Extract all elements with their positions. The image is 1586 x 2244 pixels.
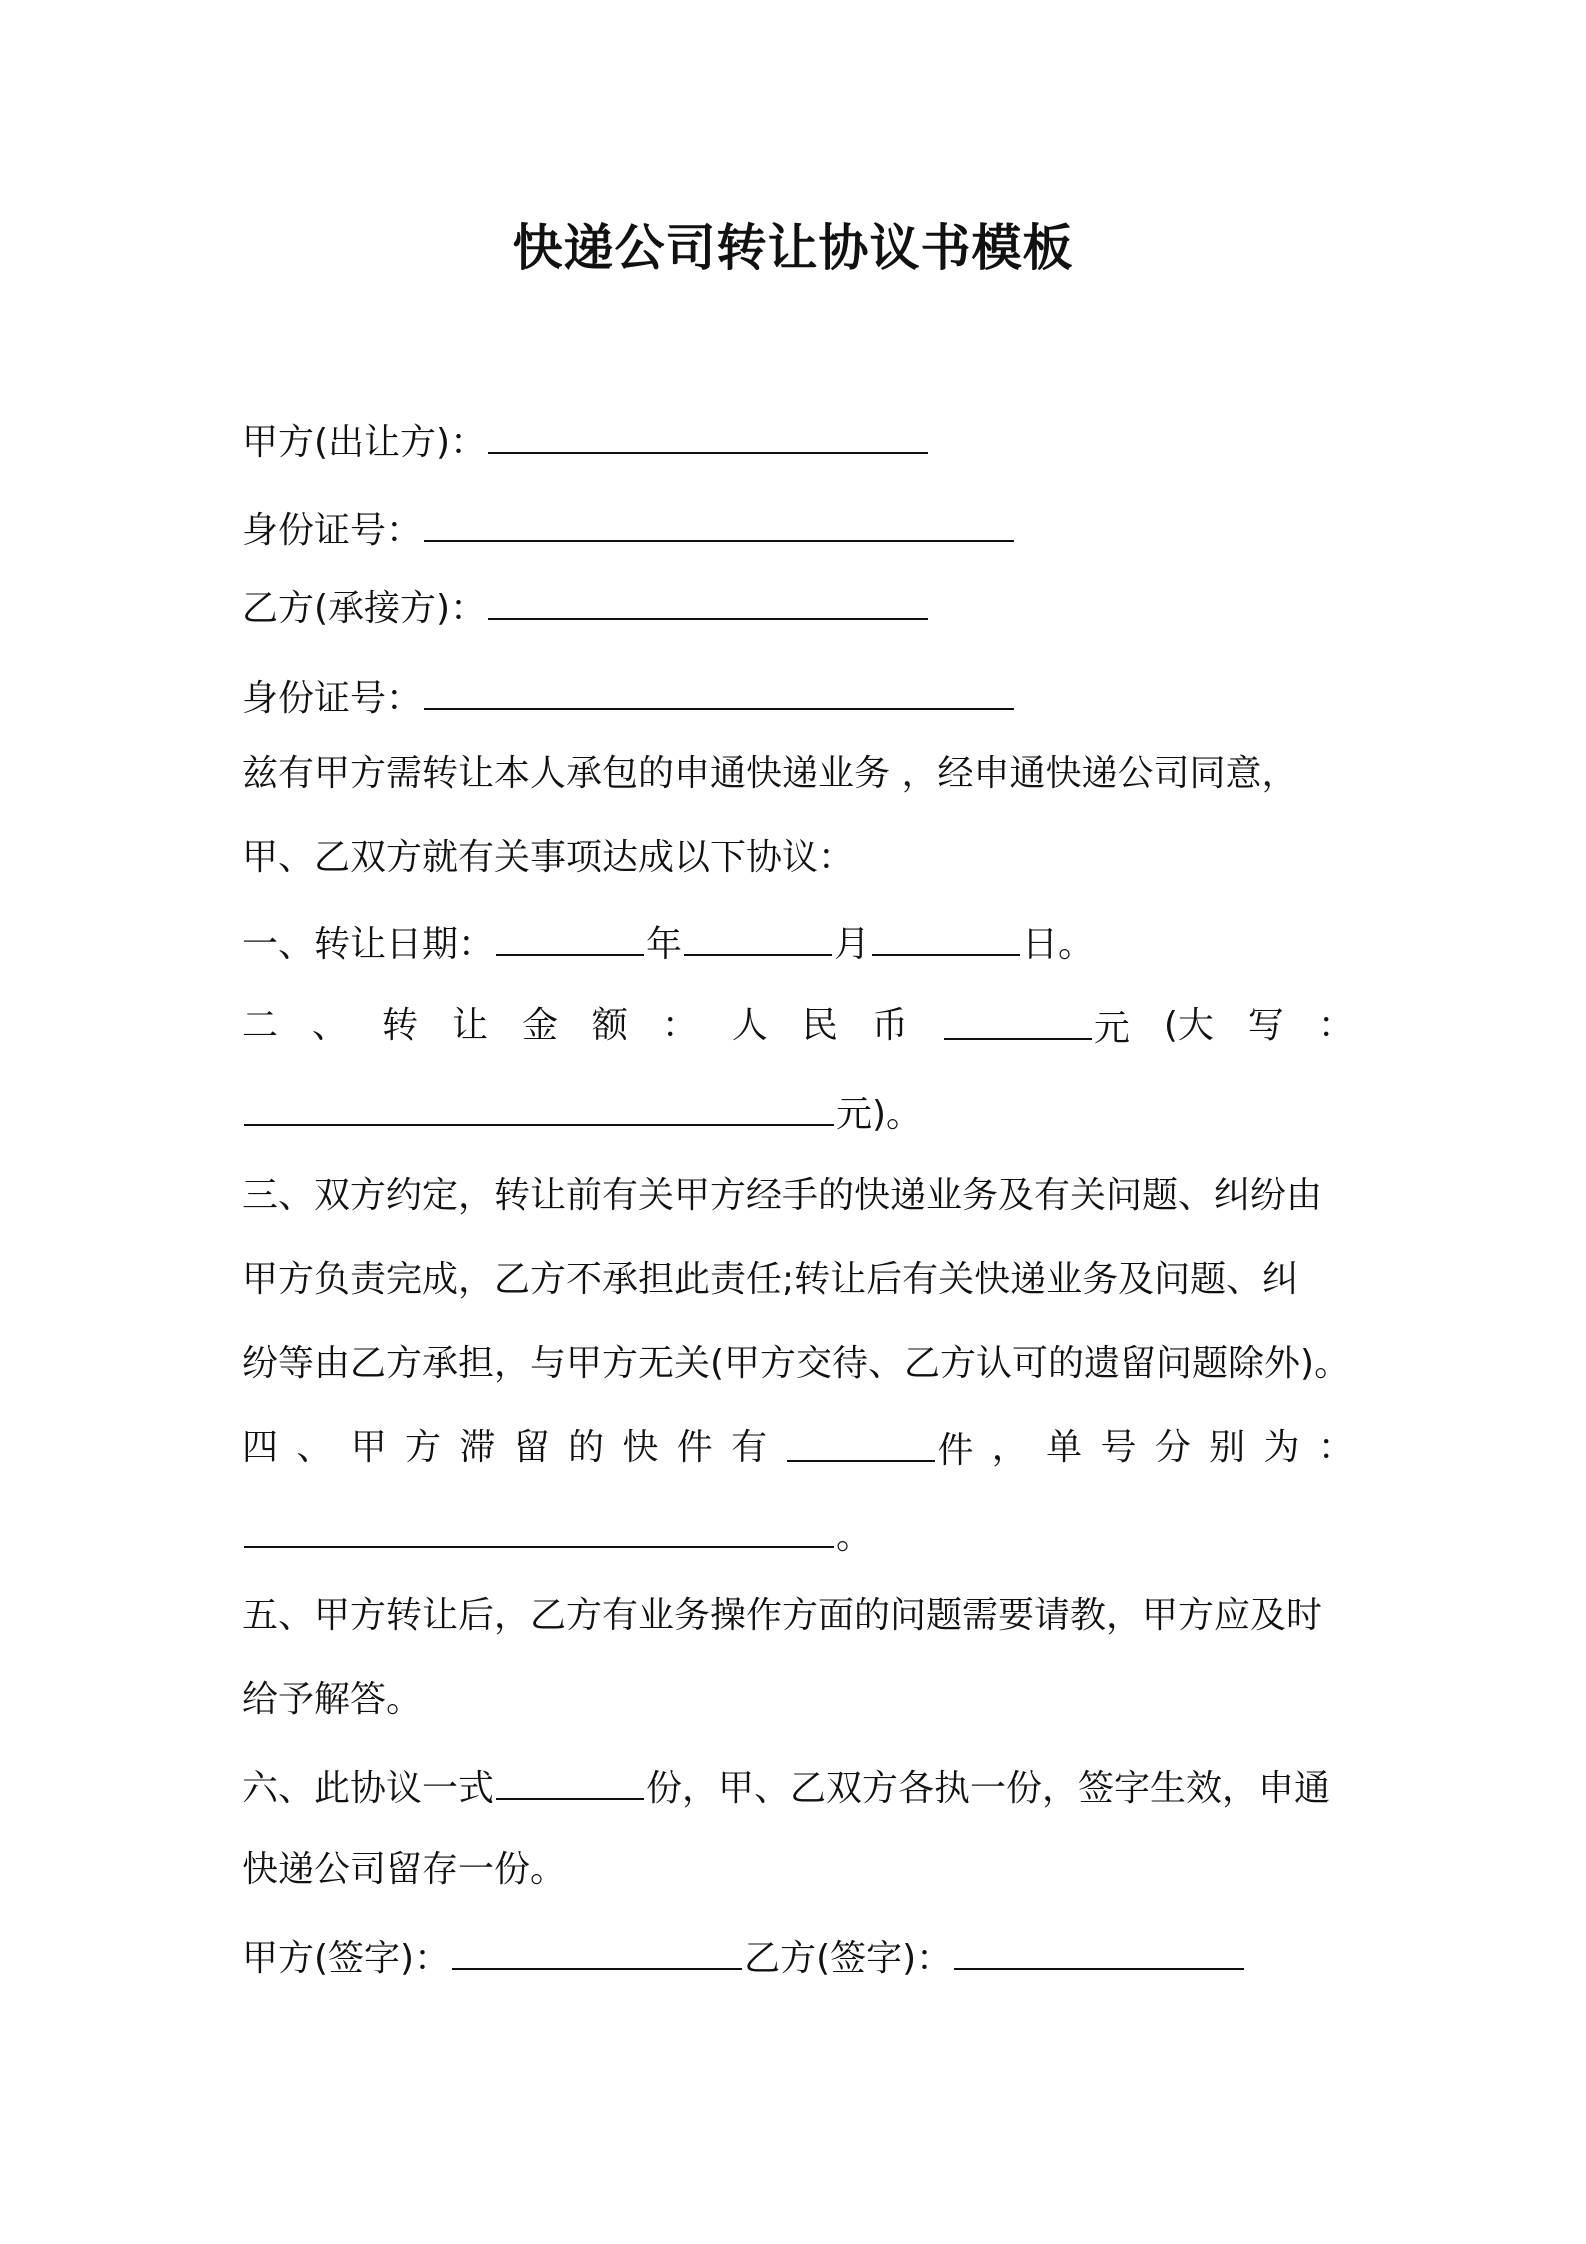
party-a-signature-label: 甲方(签字)： — [242, 1938, 451, 1979]
clause-1-line — [242, 918, 1362, 969]
jian-label: 件 — [937, 1430, 974, 1471]
clause-6-line-2: 快递公司留存一份。 — [242, 1849, 567, 1890]
party-a-signature-blank[interactable] — [452, 1932, 742, 1970]
day-blank[interactable] — [872, 918, 1020, 956]
document-title: 快递公司转让协议书模板 — [512, 219, 1074, 277]
clause-2-char: 人 — [731, 1005, 768, 1046]
clause-2-colon: ： — [1317, 1005, 1354, 1046]
clause-2-line-1 — [242, 1002, 1354, 1053]
tracking-numbers-blank[interactable] — [244, 1510, 834, 1548]
clause-4-char: 方 — [405, 1427, 442, 1468]
clause-4-char: 分 — [1154, 1427, 1191, 1468]
party-a-line — [242, 416, 1362, 467]
clause-3-line-3: 纷等由乙方承担，与甲方无关(甲方交待、乙方认可的遗留问题除外)。 — [242, 1343, 1351, 1384]
clause-6-prefix: 六、此协议一式 — [242, 1768, 495, 1809]
clause-4-end: 。 — [836, 1516, 873, 1557]
clause-4-char: 、 — [296, 1427, 333, 1468]
party-b-signature-blank[interactable] — [954, 1932, 1244, 1970]
intro-line-1: 兹有甲方需转让本人承包的申通快递业务 ，经申通快递公司同意， — [242, 753, 1298, 794]
amount-group — [942, 1002, 1130, 1053]
clause-2-end: 元)。 — [836, 1094, 923, 1135]
clause-5-line-1: 五、甲方转让后，乙方有业务操作方面的问题需要请教，甲方应及时 — [242, 1595, 1323, 1636]
year-label: 年 — [646, 924, 683, 965]
clause-4-char: 四 — [242, 1427, 279, 1468]
clause-4-char: 为 — [1263, 1427, 1300, 1468]
party-a-id-line — [242, 504, 1362, 555]
party-b-label: 乙方(承接方)： — [242, 588, 487, 629]
clause-2-char: 金 — [521, 1005, 558, 1046]
clause-2-char: 让 — [451, 1005, 488, 1046]
clause-4-char: 号 — [1100, 1427, 1137, 1468]
clause-4-char: ： — [1317, 1427, 1354, 1468]
clause-2-char: 民 — [801, 1005, 838, 1046]
clause-4-char: 单 — [1046, 1427, 1083, 1468]
amount-uppercase-blank[interactable] — [244, 1088, 834, 1126]
clause-4-char: 有 — [731, 1427, 768, 1468]
id-number-label-a: 身份证号： — [242, 510, 423, 551]
clause-4-char: 甲 — [350, 1427, 387, 1468]
signature-line — [242, 1932, 1362, 1983]
day-label: 日。 — [1022, 924, 1095, 965]
clause-4-char: 的 — [568, 1427, 605, 1468]
clause-4-char: 快 — [622, 1427, 659, 1468]
clause-2-char: 转 — [381, 1005, 418, 1046]
clause-2-char: ： — [661, 1005, 698, 1046]
party-b-id-line — [242, 672, 1362, 723]
clause-4-char: 件 — [676, 1427, 713, 1468]
intro-line-2: 甲、乙双方就有关事项达成以下协议： — [242, 837, 855, 878]
party-b-line — [242, 582, 1362, 633]
daxie-open: (大 — [1163, 1005, 1214, 1046]
clause-4-char: 别 — [1209, 1427, 1246, 1468]
month-blank[interactable] — [684, 918, 832, 956]
clause-2-char: 、 — [311, 1005, 348, 1046]
month-label: 月 — [834, 924, 871, 965]
clause-5-line-2: 给予解答。 — [242, 1679, 423, 1720]
party-b-signature-label: 乙方(签字)： — [744, 1938, 953, 1979]
party-a-name-blank[interactable] — [488, 416, 928, 454]
clause-3-line-1: 三、双方约定，转让前有关甲方经手的快递业务及有关问题、纠纷由 — [242, 1175, 1323, 1216]
clause-2-line-2 — [242, 1088, 1362, 1139]
amount-blank[interactable] — [944, 1002, 1092, 1040]
clause-4-char: 滞 — [459, 1427, 496, 1468]
parcel-count-group — [785, 1424, 973, 1475]
party-b-id-blank[interactable] — [424, 672, 1014, 710]
clause-2-char: 二 — [242, 1005, 279, 1046]
clause-6-line-1 — [242, 1762, 1362, 1813]
clause-4-line-2 — [242, 1510, 1362, 1561]
year-blank[interactable] — [496, 918, 644, 956]
clause-1-prefix: 一、转让日期： — [242, 924, 495, 965]
id-number-label-b: 身份证号： — [242, 678, 423, 719]
clause-4-line-1 — [242, 1424, 1354, 1475]
clause-4-char: 留 — [513, 1427, 550, 1468]
xie-char: 写 — [1247, 1005, 1284, 1046]
party-a-label: 甲方(出让方)： — [242, 422, 487, 463]
clause-6-suffix: 份，甲、乙双方各执一份，签字生效，申通 — [646, 1768, 1331, 1809]
parcel-count-blank[interactable] — [787, 1424, 935, 1462]
clause-4-comma: ， — [991, 1427, 1028, 1468]
yuan-label: 元 — [1093, 1008, 1130, 1049]
party-b-name-blank[interactable] — [488, 582, 928, 620]
copies-blank[interactable] — [496, 1762, 644, 1800]
clause-2-char: 币 — [871, 1005, 908, 1046]
party-a-id-blank[interactable] — [424, 504, 1014, 542]
clause-2-char: 额 — [591, 1005, 628, 1046]
clause-3-line-2: 甲方负责完成，乙方不承担此责任;转让后有关快递业务及问题、纠 — [242, 1259, 1299, 1300]
